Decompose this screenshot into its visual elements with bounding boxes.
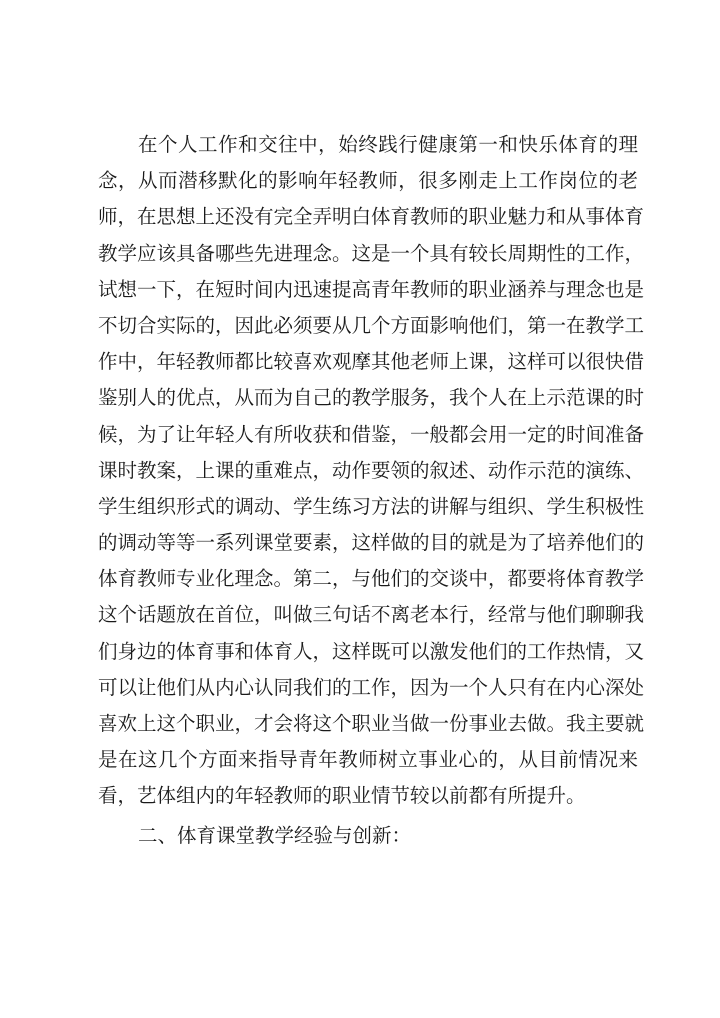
paragraph-line: 体育教师专业化理念。第二，与他们的交谈中，都要将体育教学 (98, 567, 645, 591)
paragraph-line: 是在这几个方面来指导青年教师树立事业心的，从目前情况来 (98, 748, 638, 772)
paragraph-line: 喜欢上这个职业，才会将这个职业当做一份事业去做。我主要就 (98, 712, 645, 735)
paragraph-line: 不切合实际的，因此必须要从几个方面影响他们，第一在教学工 (98, 313, 645, 337)
paragraph-line: 试想一下，在短时间内迅速提高青年教师的职业涵养与理念也是 (98, 277, 645, 301)
paragraph-line: 念，从而潜移默化的影响年轻教师，很多刚走上工作岗位的老 (98, 169, 638, 193)
paragraph-line: 学生组织形式的调动、学生练习方法的讲解与组织、学生积极性 (98, 494, 645, 518)
paragraph-line-last: 看，艺体组内的年轻教师的职业情节较以前都有所提升。 (98, 784, 586, 808)
paragraph-line: 教学应该具备哪些先进理念。这是一个具有较长周期性的工作， (98, 241, 645, 265)
paragraph-line: 鉴别人的优点，从而为自己的教学服务，我个人在上示范课的时 (98, 386, 645, 410)
paragraph-line: 候，为了让年轻人有所收获和借鉴，一般都会用一定的时间准备 (98, 422, 645, 446)
paragraph-line: 这个话题放在首位，叫做三句话不离老本行，经常与他们聊聊我 (98, 603, 645, 627)
paragraph-line: 课时教案，上课的重难点，动作要领的叙述、动作示范的演练、 (98, 458, 645, 482)
section-heading: 二、体育课堂教学经验与创新： (138, 823, 412, 847)
body-text (98, 127, 645, 854)
paragraph-line: 师，在思想上还没有完全弄明白体育教师的职业魅力和从事体育 (98, 205, 645, 229)
paragraph-line: 在个人工作和交往中，始终践行健康第一和快乐体育的理 (138, 133, 638, 156)
paragraph-line: 可以让他们从内心认同我们的工作，因为一个人只有在内心深处 (98, 675, 645, 699)
paragraph-line: 们身边的体育事和体育人，这样既可以激发他们的工作热情，又 (98, 639, 645, 663)
paragraph-line: 作中，年轻教师都比较喜欢观摩其他老师上课，这样可以很快借 (98, 350, 645, 374)
paragraph-line: 的调动等等一系列课堂要素，这样做的目的就是为了培养他们的 (98, 531, 645, 555)
